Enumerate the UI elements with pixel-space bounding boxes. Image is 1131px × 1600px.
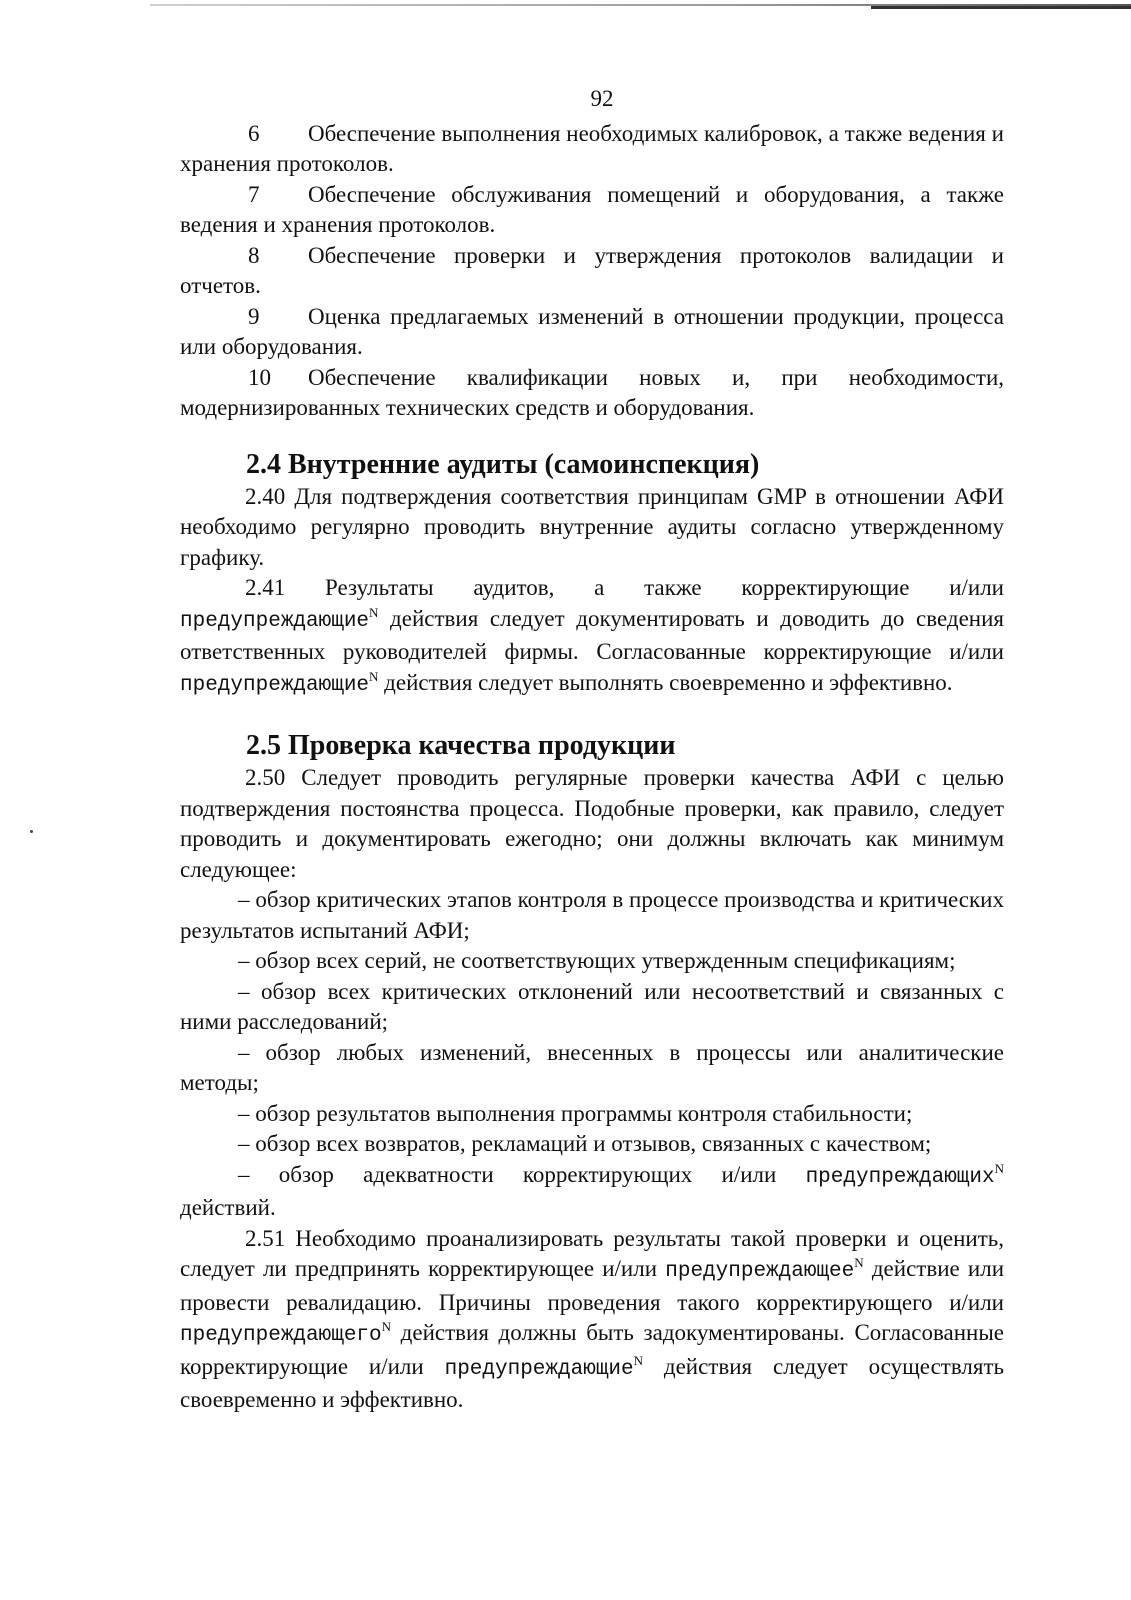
paragraph-text: действия следует осуществлять своевременно и эффективно. xyxy=(180,1353,1004,1412)
paragraph-text: действия следует документировать и доводить до сведения ответственных руководителей фирмы. Согласованные корректирующие и/или xyxy=(180,605,1004,664)
document-page xyxy=(180,84,1004,1416)
scan-top-edge-dark xyxy=(871,6,1131,9)
item-number: 10 xyxy=(248,364,271,390)
item-text: Обеспечение квалификации новых и, при необходимости, модернизированных технических средств и оборудования. xyxy=(180,364,1004,420)
paragraph-text: действия должны быть задокументированы. Согласованные корректирующие и/или xyxy=(180,1320,1004,1379)
item-number: 9 xyxy=(248,303,260,329)
term-preventive: предупреждающие xyxy=(180,673,370,697)
item-text: Обеспечение обслуживания помещений и оборудования, а также ведения и хранения протоколов. xyxy=(180,181,1004,237)
item-text: Обеспечение проверки и утверждения протоколов валидации и отчетов. xyxy=(180,242,1004,298)
list-item xyxy=(180,302,1004,363)
item-text: Оценка предлагаемых изменений в отношении продукции, процесса или оборудования. xyxy=(180,303,1004,359)
paragraph-text: действия следует выполнять своевременно и эффективно. xyxy=(378,669,953,695)
item-text: – обзор адекватности корректирующих и/или xyxy=(238,1161,806,1187)
term-preventive: предупреждающие xyxy=(444,1357,634,1381)
list-item: – обзор результатов выполнения программы контроля стабильности; xyxy=(238,1100,913,1126)
paragraph-2-50: 2.50 Следует проводить регулярные проверки качества АФИ с целью подтверждения постоянства процесса. Подобные проверки, как правило, следует проводить и документировать ежегодно; они должны включать как минимум следующее: xyxy=(180,765,1004,882)
national-note-mark: N xyxy=(994,1160,1004,1176)
list-item: – обзор всех критических отклонений или несоответствий и связанных с ними расследований; xyxy=(180,978,1004,1034)
list-item xyxy=(180,119,1004,180)
section-heading-2-5: 2.5 Проверка качества продукции xyxy=(246,730,676,761)
paragraph-text: действие или провести ревалидацию. Причины проведения такого корректирующего и/или xyxy=(180,1256,1004,1315)
list-item xyxy=(180,1160,1004,1224)
national-note-mark: N xyxy=(369,668,379,684)
list-item xyxy=(180,363,1004,424)
list-item: – обзор критических этапов контроля в процессе производства и критических результатов испытаний АФИ; xyxy=(180,887,1004,943)
paragraph-text: 2.51 Необходимо проанализировать результаты такой проверки и оценить, следует ли предпринять корректирующее и/или xyxy=(180,1225,1004,1281)
term-preventive: предупреждающих xyxy=(805,1165,995,1189)
paragraph-2-51 xyxy=(180,1224,1004,1416)
section-heading-2-4: 2.4 Внутренние аудиты (самоинспекция) xyxy=(246,448,760,480)
list-item xyxy=(180,180,1004,241)
national-note-mark: N xyxy=(854,1255,864,1270)
item-number: 8 xyxy=(248,242,260,268)
list-item: – обзор всех возвратов, рекламаций и отзывов, связанных с качеством; xyxy=(238,1131,932,1156)
list-item: – обзор любых изменений, внесенных в процессы или аналитические методы; xyxy=(180,1039,1004,1095)
list-item: – обзор всех серий, не соответствующих утвержденным спецификациям; xyxy=(238,948,956,973)
item-number: 7 xyxy=(248,181,260,207)
page-number: 92 xyxy=(590,86,614,111)
item-number: 6 xyxy=(248,120,260,146)
item-text: действий. xyxy=(180,1195,276,1220)
paragraph-2-40: 2.40 Для подтверждения соответствия принципам GMP в отношении АФИ необходимо регулярно проводить внутренние аудиты согласно утвержденному графику. xyxy=(180,483,1004,570)
item-text: Обеспечение выполнения необходимых калибровок, а также ведения и хранения протоколов. xyxy=(180,120,1004,176)
paragraph-2-41 xyxy=(180,573,1004,701)
paragraph-text: 2.41 Результаты аудитов, а также корректирующие и/или xyxy=(245,575,1004,600)
scan-speck xyxy=(30,830,33,833)
national-note-mark: N xyxy=(381,1319,392,1334)
national-note-mark: N xyxy=(369,604,379,620)
list-item xyxy=(180,241,1004,302)
term-preventive: предупреждающего xyxy=(180,1324,382,1347)
term-preventive: предупреждающие xyxy=(180,609,370,633)
term-preventive: предупреждающее xyxy=(665,1260,855,1283)
national-note-mark: N xyxy=(633,1352,644,1368)
